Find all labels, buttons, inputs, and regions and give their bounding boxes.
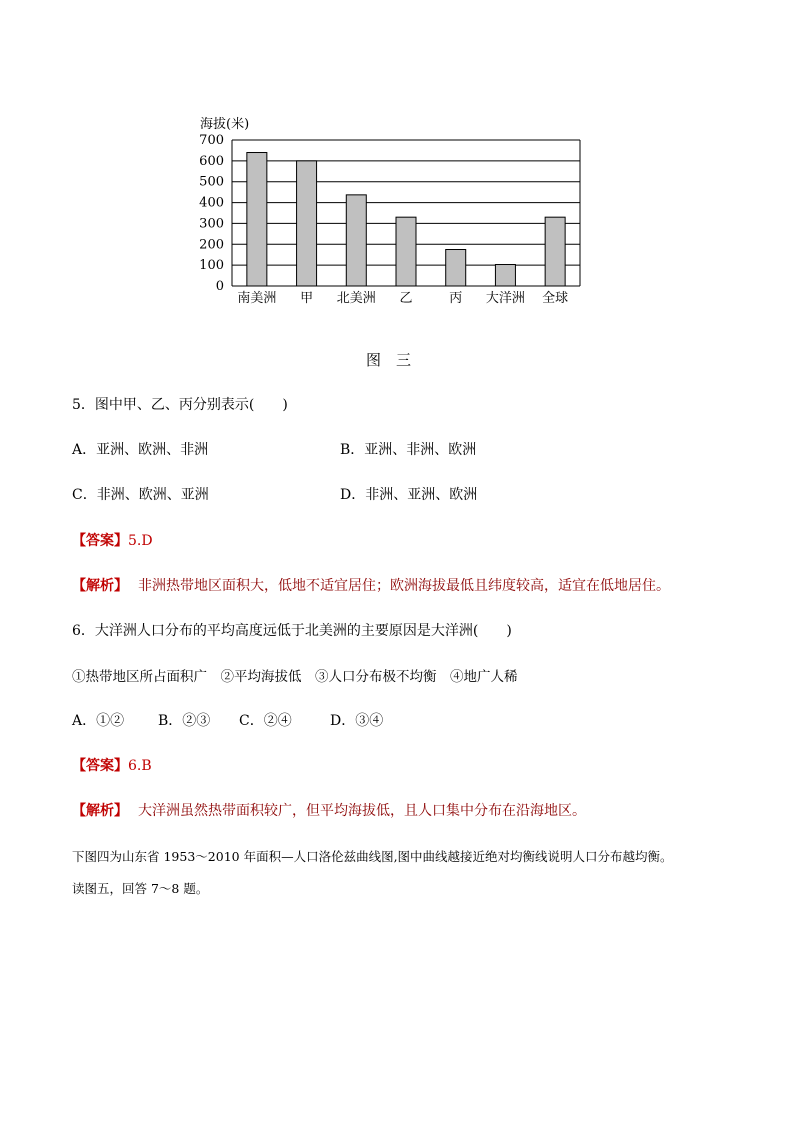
q5-answer [72, 530, 153, 550]
q5-option-b: B．亚洲、非洲、欧洲 [340, 442, 477, 458]
intro-line-2: 读图五，回答 7～8 题。 [72, 881, 209, 896]
q6-option-a: A．①② [72, 713, 125, 729]
y-tick-label: 300 [199, 216, 224, 232]
answer-value: 5.D [128, 533, 153, 549]
answer-tag: 【答案】 [72, 758, 128, 774]
x-tick-label: 大洋洲 [485, 291, 525, 306]
x-tick-label: 南美洲 [237, 291, 277, 306]
bar [297, 161, 317, 286]
q6-stem: 6．大洋洲人口分布的平均高度远低于北美洲的主要原因是大洋洲( ) [72, 623, 512, 639]
x-tick-label: 乙 [399, 291, 413, 306]
bar [346, 195, 366, 286]
y-tick-label: 400 [199, 195, 224, 211]
y-tick-label: 0 [215, 279, 224, 294]
bar [446, 250, 466, 287]
x-tick-label: 全球 [542, 291, 569, 306]
x-tick-label: 丙 [449, 291, 463, 306]
y-tick-label: 100 [199, 258, 224, 274]
y-tick-label: 500 [199, 174, 224, 190]
y-tick-label: 700 [199, 133, 224, 148]
q6-option-c: C．②④ [239, 713, 292, 729]
explanation-text: 大洋洲虽然热带面积较广，但平均海拔低，且人口集中分布在沿海地区。 [138, 803, 586, 819]
figure-caption: 图 三 [366, 351, 412, 369]
bar [396, 217, 416, 286]
q5-option-c: C．非洲、欧洲、亚洲 [72, 487, 209, 503]
y-axis-label: 海拔(米) [200, 117, 250, 132]
answer-value: 6.B [128, 758, 152, 774]
altitude-bar-chart [195, 110, 595, 310]
q6-option-b: B．②③ [158, 713, 211, 729]
q5-option-d: D．非洲、亚洲、欧洲 [340, 487, 478, 503]
q6-option-d: D．③④ [330, 713, 384, 729]
q6-explanation [72, 800, 586, 820]
y-tick-label: 600 [199, 153, 224, 169]
explanation-tag: 【解析】 [72, 578, 128, 594]
x-tick-label: 北美洲 [336, 291, 376, 306]
q6-answer [72, 755, 152, 775]
bar [495, 265, 515, 286]
explanation-tag: 【解析】 [72, 803, 128, 819]
bar [247, 153, 267, 286]
q5-stem: 5．图中甲、乙、丙分别表示( ) [72, 397, 288, 413]
answer-tag: 【答案】 [72, 533, 128, 549]
q6-items: ①热带地区所占面积广 ②平均海拔低 ③人口分布极不均衡 ④地广人稀 [72, 669, 518, 685]
q5-explanation [72, 575, 670, 595]
q5-option-a: A．亚洲、欧洲、非洲 [72, 442, 209, 458]
x-tick-label: 甲 [300, 291, 314, 306]
intro-line-1: 下图四为山东省 1953～2010 年面积—人口洛伦兹曲线图,图中曲线越接近绝对均衡线说明人口分布越均衡。 [72, 849, 673, 864]
y-tick-label: 200 [199, 237, 224, 253]
bar [545, 217, 565, 286]
explanation-text: 非洲热带地区面积大，低地不适宜居住；欧洲海拔最低且纬度较高，适宜在低地居住。 [138, 578, 670, 594]
